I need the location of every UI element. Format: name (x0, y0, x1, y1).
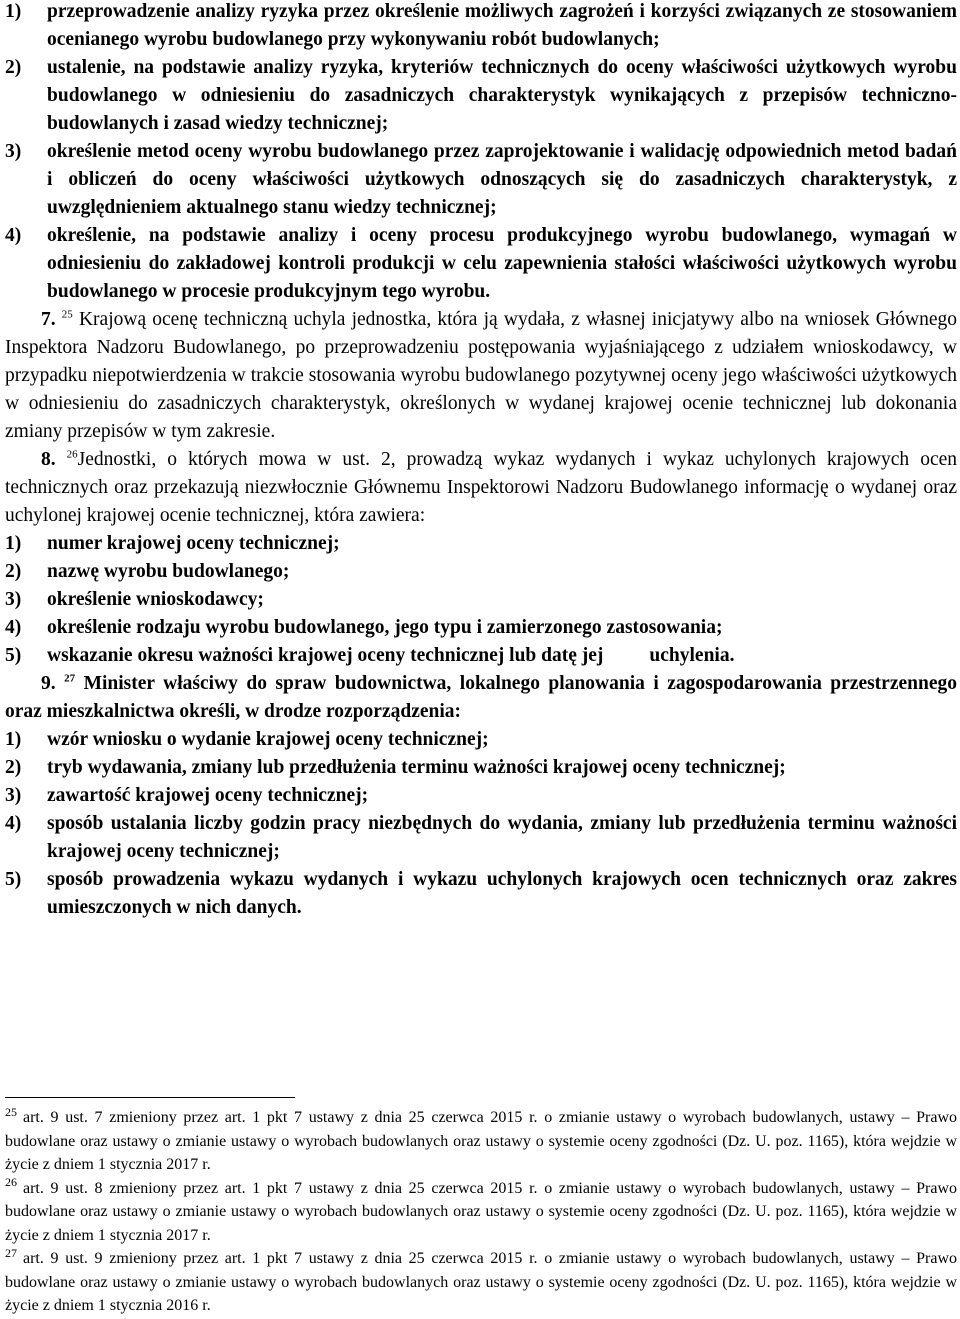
list-item (5, 138, 957, 222)
footnote (5, 1247, 957, 1318)
paragraph-7 (5, 306, 957, 446)
footnote-text: art. 9 ust. 8 zmieniony przez art. 1 pkt 7 ustawy z dnia 25 czerwca 2015 r. o zmianie ustawy o wyrobach budowlanych, ustawy – Prawo budowlane oraz ustawy o zmianie ustawy o wyrobach budowlanych oraz ustawy o systemie oceny zgodności (Dz. U. poz. 1165), która wejdzie w życie z dniem 1 stycznia 2017 r. (5, 1179, 957, 1244)
footnote (5, 1177, 957, 1248)
list-item-number: 1) (5, 533, 22, 554)
paragraph-number: 7. (41, 309, 56, 330)
list-item (5, 558, 957, 586)
list-item-number: 1) (5, 729, 22, 750)
footnote-text: art. 9 ust. 9 zmieniony przez art. 1 pkt 7 ustawy z dnia 25 czerwca 2015 r. o zmianie ustawy o wyrobach budowlanych, ustawy – Prawo budowlane oraz ustawy o zmianie ustawy o wyrobach budowlanych oraz ustawy o systemie oceny zgodności (Dz. U. poz. 1165), która wejdzie w życie z dniem 1 stycznia 2016 r. (5, 1250, 957, 1314)
list-item-number: 2) (5, 57, 22, 78)
list-item-text: ustalenie, na podstawie analizy ryzyka, kryteriów technicznych do oceny właściwości użytkowych wyrobu budowlanego w odniesieniu do zasadniczych charakterystyk wynikających z przepisów techniczno-budowlanych i zasad wiedzy technicznej; (47, 57, 957, 134)
list-item-text: sposób prowadzenia wykazu wydanych i wykazu uchylonych krajowych ocen technicznych oraz zakres umieszczonych w nich danych. (47, 869, 957, 918)
paragraph-text: Jednostki, o których mowa w ust. 2, prowadzą wykaz wydanych i wykaz uchylonych krajowych ocen technicznych oraz przekazują niezwłocznie Głównemu Inspektorowi Nadzoru Budowlanego informację o wydanej oraz uchylonej krajowej ocenie technicznej, która zawiera: (5, 449, 957, 526)
list-item-number: 2) (5, 561, 22, 582)
list-item-text: numer krajowej oceny technicznej; (47, 533, 340, 554)
list-item-number: 3) (5, 589, 22, 610)
paragraph-number: 8. (41, 449, 56, 470)
footnote-number: 27 (5, 1245, 17, 1260)
list-item-text: przeprowadzenie analizy ryzyka przez określenie możliwych zagrożeń i korzyści związanych ze stosowaniem ocenianego wyrobu budowlanego przy wykonywaniu robót budowlanych; (47, 1, 957, 50)
footnote (5, 1106, 957, 1177)
list-item (5, 586, 957, 614)
list-item (5, 810, 957, 866)
paragraph-text: Minister właściwy do spraw budownictwa, lokalnego planowania i zagospodarowania przestrzennego oraz mieszkalnictwa określi, w drodze rozporządzenia: (5, 673, 957, 722)
footnote-reference[interactable]: 26 (66, 448, 78, 461)
list-item-text: nazwę wyrobu budowlanego; (47, 561, 290, 582)
list-item-text-end: uchylenia. (649, 645, 735, 666)
list-item-number: 2) (5, 757, 22, 778)
list-item (5, 782, 957, 810)
list-item-number: 5) (5, 645, 22, 666)
list-item-number: 4) (5, 225, 22, 246)
list-item-number: 3) (5, 785, 22, 806)
list-item-text: tryb wydawania, zmiany lub przedłużenia terminu ważności krajowej oceny technicznej; (47, 757, 786, 778)
document-body (5, 0, 957, 922)
footnote-reference[interactable]: 27 (64, 672, 76, 685)
list-item (5, 726, 957, 754)
paragraph-text: Krajową ocenę techniczną uchyla jednostka, która ją wydała, z własnej inicjatywy albo na wniosek Głównego Inspektora Nadzoru Budowlanego, po przeprowadzeniu postępowania wyjaśniającego z udziałem wnioskodawcy, w przypadku niepotwierdzenia w trakcie stosowania wyrobu budowlanego pozytywnej oceny jego właściwości użytkowych w odniesieniu do zasadniczych charakterystyk, określonych w wydanej krajowej ocenie technicznej lub dokonania zmiany przepisów w tym zakresie. (5, 309, 957, 442)
list-item-text: sposób ustalania liczby godzin pracy niezbędnych do wydania, zmiany lub przedłużenia terminu ważności krajowej oceny technicznej; (47, 813, 957, 862)
list-item-text: określenie, na podstawie analizy i oceny procesu produkcyjnego wyrobu budowlanego, wymagań w odniesieniu do zakładowej kontroli produkcji w celu zapewnienia stałości właściwości użytkowych wyrobu budowlanego w procesie produkcyjnym tego wyrobu. (47, 225, 957, 302)
footnote-text: art. 9 ust. 7 zmieniony przez art. 1 pkt 7 ustawy z dnia 25 czerwca 2015 r. o zmianie ustawy o wyrobach budowlanych, ustawy – Prawo budowlane oraz ustawy o zmianie ustawy o wyrobach budowlanych oraz ustawy o systemie oceny zgodności (Dz. U. poz. 1165), która wejdzie w życie z dniem 1 stycznia 2017 r. (5, 1109, 957, 1173)
list-item (5, 614, 957, 642)
list-item-text: zawartość krajowej oceny technicznej; (47, 785, 369, 806)
list-item-number: 1) (5, 1, 22, 22)
paragraph-number: 9. (41, 673, 56, 694)
footnote-separator (5, 1097, 295, 1098)
paragraph-8 (5, 446, 957, 530)
footnote-number: 26 (5, 1175, 17, 1190)
list-item (5, 866, 957, 922)
list-item-text: określenie rodzaju wyrobu budowlanego, jego typu i zamierzonego zastosowania; (47, 617, 723, 638)
list-item (5, 54, 957, 138)
list-item (5, 754, 957, 782)
list-item (5, 642, 957, 670)
list-item-text: wzór wniosku o wydanie krajowej oceny technicznej; (47, 729, 489, 750)
list-item-number: 5) (5, 869, 22, 890)
list-item (5, 222, 957, 306)
footnotes-section (5, 1097, 957, 1318)
footnote-number: 25 (5, 1104, 17, 1119)
list-item-text: wskazanie okresu ważności krajowej oceny technicznej lub datę jej (47, 645, 604, 666)
list-item-number: 4) (5, 617, 22, 638)
list-item-number: 4) (5, 813, 22, 834)
list-item-text: określenie wnioskodawcy; (47, 589, 264, 610)
list-item-number: 3) (5, 141, 22, 162)
list-item (5, 0, 957, 54)
paragraph-9 (5, 670, 957, 726)
list-item-text: określenie metod oceny wyrobu budowlanego przez zaprojektowanie i walidację odpowiednich metod badań i obliczeń do oceny właściwości użytkowych odnoszących się do zasadniczych charakterystyk, z uwzględnieniem aktualnego stanu wiedzy technicznej; (47, 141, 957, 218)
footnote-reference[interactable]: 25 (61, 308, 73, 321)
list-item (5, 530, 957, 558)
